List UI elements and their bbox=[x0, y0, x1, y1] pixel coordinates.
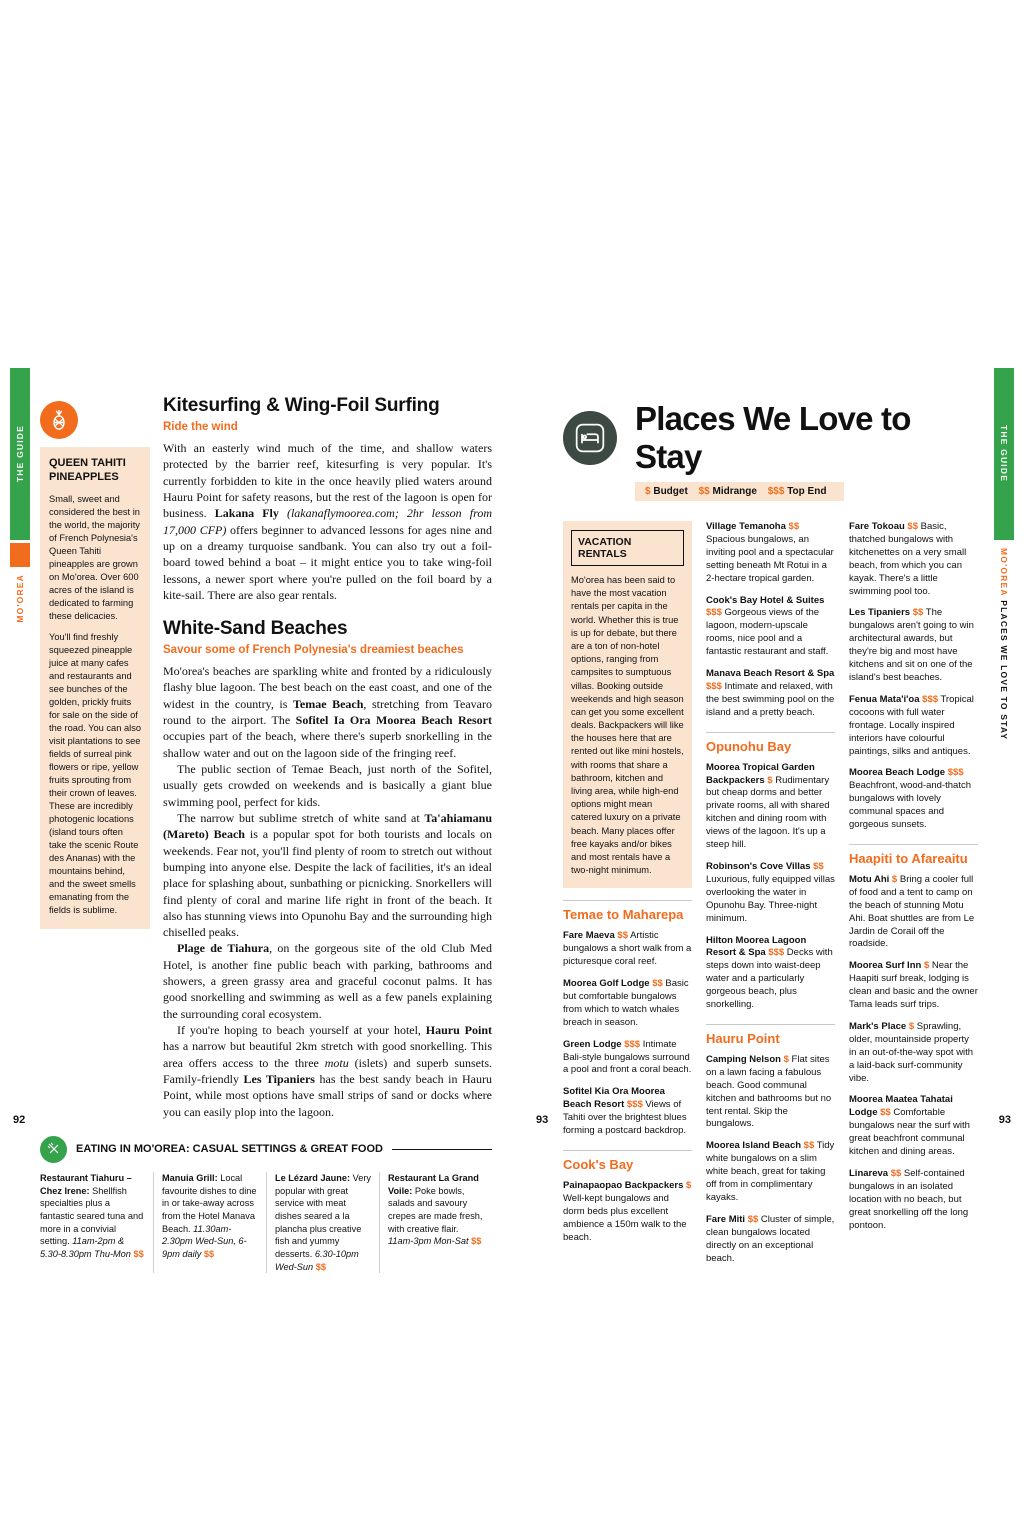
page-number-right: 93 bbox=[998, 1114, 1011, 1126]
lodging-listing bbox=[849, 767, 978, 832]
lodging-name: Cook's Bay Hotel & Suites bbox=[706, 594, 825, 606]
lodging-listing bbox=[849, 607, 978, 684]
lodging-name: Fare Maeva bbox=[563, 930, 618, 942]
lodging-column-2 bbox=[706, 521, 835, 1274]
body-paragraph bbox=[163, 663, 492, 761]
category-heading: Temae to Maharepa bbox=[563, 900, 692, 923]
restaurant-name: Restaurant Tiahuru – Chez Irene: bbox=[40, 1172, 132, 1196]
page-number-left: 92 bbox=[13, 1114, 26, 1126]
text-segment: (islets) and superb sunsets. Family-friendly bbox=[163, 1055, 492, 1086]
section-heading: Kitesurfing & Wing-Foil Surfing bbox=[163, 395, 440, 416]
lodging-listing bbox=[706, 1140, 835, 1205]
price-badge: $$ bbox=[315, 1261, 326, 1272]
section-heading: White-Sand Beaches bbox=[163, 618, 348, 640]
lodging-name: Moorea Maatea Tahatai Lodge bbox=[849, 1094, 953, 1119]
text-segment: offers beginner to advanced lessons for ages nine and up on a dreamy turquoise sandbank. You can also try out a foil-board towed behind a boat – it might entice you to take wing-foil lessons, a newer sport where you're pulled on the foil board by a kite-sail. There are also gear rentals. bbox=[163, 522, 492, 602]
price-badge: $$ bbox=[617, 930, 628, 942]
price-badge: $$ bbox=[747, 1213, 759, 1225]
lodging-description: Self-contained bungalows in an isolated location with no beach, but great snorkelling off the long pontoon. bbox=[849, 1168, 969, 1231]
price-badge: $$$ bbox=[624, 1038, 641, 1050]
lodging-column-1 bbox=[563, 521, 692, 1274]
lodging-description: Spacious bungalows, an inviting pool and a spectacular setting beneath Mt Rotui in a 2-hectare tropical garden. bbox=[706, 533, 834, 584]
eating-box-header bbox=[40, 1136, 492, 1163]
category-heading: Hauru Point bbox=[706, 1024, 835, 1047]
page-title: Places We Love to Stay bbox=[635, 400, 911, 475]
text-segment: has the best sandy beach in Hauru Point, while most options have small strips of sand or docks where you can easily plop into the lagoon. bbox=[163, 1071, 492, 1119]
text-segment: , stretching from Teavaro round to the airport. The bbox=[163, 696, 492, 728]
price-badge: $ bbox=[891, 873, 898, 885]
text-segment: Temae Beach bbox=[292, 696, 364, 711]
lodging-name: Green Lodge bbox=[563, 1038, 625, 1050]
left-page-grid bbox=[40, 395, 492, 1120]
lodging-description: Luxurious, fully equipped villas overlooking the water in Opunohu Bay. Three-night minimum. bbox=[706, 873, 835, 924]
lodging-name: Fare Miti bbox=[706, 1213, 748, 1225]
sidebar-paragraph: You'll find freshly squeezed pineapple juice at many cafes and restaurants and see bunches of the golden, prickly fruits for sale on the side of the road. You can also visit plantations to see fields of surreal pink flowers or ripe, yellow fruits sprouting from their crown of leaves. These are incredibly photogenic locations (island tours often take the scenic Route des Ananas) with the mountains behind, and the sweet smells emanating from the fields is sublime. bbox=[49, 631, 142, 915]
lodging-name: Robinson's Cove Villas bbox=[706, 860, 814, 872]
restaurant-hours: 11am-3pm Mon-Sat bbox=[388, 1236, 469, 1247]
lodging-listing bbox=[706, 935, 835, 1012]
eating-columns bbox=[40, 1172, 492, 1274]
lodging-name: Moorea Beach Lodge bbox=[849, 767, 948, 779]
lodging-description: Rudimentary but cheap dorms and better private rooms, all with shared kitchen and dining room with views of the lagoon. It's up a steep hill. bbox=[706, 774, 830, 851]
lodging-name: Painapaopao Backpackers bbox=[563, 1179, 687, 1191]
lodging-description: Cluster of simple, clean bungalows located directly on an exceptional beach. bbox=[706, 1213, 835, 1264]
lodging-description: Near the Haapiti surf break, lodging is clean and basic and the owner Tama leads surf trips. bbox=[849, 960, 978, 1011]
text-segment: Les Tipaniers bbox=[243, 1071, 315, 1086]
fork-knife-icon bbox=[40, 1136, 67, 1163]
lodging-description: Flat sites on a lawn facing a fabulous beach. Good communal kitchen and bathrooms but no tent rental. Skip the bungalows. bbox=[706, 1053, 832, 1130]
price-label: Midrange bbox=[712, 486, 757, 497]
body-paragraph bbox=[163, 1022, 492, 1120]
lodging-listing bbox=[849, 1168, 978, 1233]
lodging-name: Mark's Place bbox=[849, 1020, 909, 1032]
lodging-listing bbox=[706, 762, 835, 852]
restaurant-entry bbox=[266, 1172, 379, 1274]
text-segment: has a narrow but beautiful 2km stretch with good snorkelling. This area offers access to the three bbox=[163, 1039, 492, 1070]
lodging-listing bbox=[849, 1021, 978, 1086]
price-badge: $ bbox=[767, 774, 773, 786]
lodging-description: Basic, thatched bungalows with kitchenettes on a very small beach, from which you can kayak. There's a little swimming pool too. bbox=[849, 521, 967, 597]
lodging-listing bbox=[563, 1039, 692, 1078]
text-segment: With an easterly wind much of the time, and shallow waters protected by the barrier reef, kitesurfing is very popular. It's currently forbidden to kite in the once heavily plied waters around Hauru Point for safety reasons, but the rest of the lagoon is open for business. bbox=[163, 441, 492, 521]
section-tab-label-black: PLACES WE LOVE TO STAY bbox=[999, 600, 1009, 741]
price-label: Budget bbox=[653, 486, 688, 497]
price-badge: $$ bbox=[912, 607, 924, 619]
lodging-name: Moorea Golf Lodge bbox=[563, 977, 653, 989]
page-number-center: 93 bbox=[536, 1114, 549, 1126]
restaurant-name: Restaurant La Grand Voile: bbox=[388, 1172, 479, 1196]
pineapple-sidebar bbox=[40, 395, 150, 1120]
price-badge: $ bbox=[686, 1179, 692, 1191]
lodging-description: Views of Tahiti over the brightest blues forming a postcard backdrop. bbox=[563, 1099, 687, 1137]
lodging-name: Camping Nelson bbox=[706, 1053, 784, 1065]
body-paragraph bbox=[163, 761, 492, 810]
guide-tab-label: THE GUIDE bbox=[999, 425, 1009, 483]
price-badge: $ bbox=[908, 1020, 915, 1032]
lodging-description: Artistic bungalows a short walk from a picturesque coral reef. bbox=[563, 930, 692, 968]
restaurant-description: Poke bowls, salads and savoury crepes are made fresh, with creative flair. bbox=[388, 1185, 483, 1234]
lodging-name: Moorea Tropical Garden Backpackers bbox=[706, 761, 815, 786]
vacation-rentals-box bbox=[563, 521, 692, 888]
price-badge: $$ bbox=[471, 1236, 482, 1247]
price-badge: $$$ bbox=[768, 947, 785, 959]
price-badge: $ bbox=[783, 1053, 789, 1065]
lodging-listing bbox=[849, 1094, 978, 1159]
right-page-header bbox=[563, 400, 978, 476]
eating-box-title: EATING IN MO'OREA: CASUAL SETTINGS & GREAT FOOD bbox=[76, 1143, 383, 1156]
price-label: Top End bbox=[787, 486, 827, 497]
lodging-name: Fenua Mata'i'oa bbox=[849, 693, 923, 705]
restaurant-name: Le Lézard Jaune: bbox=[275, 1172, 351, 1183]
price-symbol: $$ bbox=[698, 486, 710, 497]
category-heading: Haapiti to Afareaitu bbox=[849, 844, 978, 867]
restaurant-hours: 6.30-10pm Wed-Sun bbox=[275, 1249, 359, 1272]
restaurant-description: Shellfish specialties plus a fantastic seared tuna and more in a convivial setting. bbox=[40, 1185, 144, 1247]
lodging-description: Intimate Bali-style bungalows surround a pool and front a coral beach. bbox=[563, 1038, 692, 1076]
body-paragraph bbox=[163, 810, 492, 941]
lodging-description: Comfortable bungalows near the surf with great beachfront communal kitchen and dining areas. bbox=[849, 1107, 970, 1158]
vacation-rentals-body: Mo'orea has been said to have the most vacation rentals per capita in the world. Whether this is true is up for debate, but there are a ton of non-hotel options, ranging from campsites to sumptuous villas. Booking outside weekends and high season can get you some excellent deals. Backpackers will like the houses here that are rented out like mini hostels, with rooms that share a bathroom, kitchen and living area, while high-end options might mean catered luxury on a private beach. Many places offer free kayaks and/or bikes and most rentals have a two-night minimum. bbox=[571, 575, 684, 876]
lodging-listing bbox=[849, 521, 978, 598]
lodging-description: Sprawling, older, mountainside property in an out-of-the-way spot with a laid-back surf-community vibe. bbox=[849, 1020, 974, 1084]
price-badge: $$ bbox=[813, 860, 824, 872]
price-badge: $$ bbox=[907, 521, 918, 532]
lodging-listing bbox=[706, 521, 835, 586]
guide-tab-label: THE GUIDE bbox=[15, 425, 25, 483]
lodging-description: Basic but comfortable bungalows from which to watch whales breach in season. bbox=[563, 977, 689, 1028]
price-badge: $$ bbox=[203, 1249, 215, 1259]
lodging-description: Decks with steps down into waist-deep water and a particularly gorgeous beach, plus snorkelling. bbox=[706, 947, 833, 1011]
sidebar-title: QUEEN TAHITI PINEAPPLES bbox=[49, 457, 126, 483]
price-badge: $$$ bbox=[922, 693, 939, 705]
body-paragraph bbox=[163, 440, 492, 603]
lodging-name: Manava Beach Resort & Spa bbox=[706, 668, 835, 680]
section-tab-label: MO'OREA bbox=[15, 574, 25, 623]
price-badge: $$$ bbox=[947, 767, 964, 779]
text-segment: , on the gorgeous site of the old Club Med Hotel, is another fine public beach with parking, bathrooms and showers, a green grassy area and graceful coconut palms. It has good snorkelling and swimming as well as a few panels explaining the surrounding coral ecosystem. bbox=[163, 941, 492, 1021]
guide-tab bbox=[994, 368, 1014, 540]
price-badge: $$ bbox=[803, 1140, 815, 1152]
text-segment: Plage de Tiahura bbox=[177, 941, 270, 956]
lodging-name: Moorea Surf Inn bbox=[849, 960, 924, 972]
lodging-column-3 bbox=[849, 521, 978, 1274]
lodging-description: Tidy white bungalows on a slim white beach, great for taking off from in complimentary kayaks. bbox=[706, 1140, 835, 1203]
left-main-column bbox=[163, 395, 492, 1120]
lodging-description: Gorgeous views of the lagoon, modern-upscale rooms, nice pool and a fantastic restaurant and staff. bbox=[706, 607, 829, 658]
price-badge: $$ bbox=[788, 521, 800, 532]
lodging-columns bbox=[563, 521, 978, 1274]
lodging-description: Intimate and relaxed, with the best swimming pool on the island and a pretty beach. bbox=[706, 680, 835, 718]
lodging-listing bbox=[706, 1214, 835, 1266]
lodging-listing bbox=[563, 978, 692, 1030]
text-segment: Lakana Fly bbox=[214, 506, 279, 521]
lodging-list bbox=[563, 900, 692, 1244]
right-edge-tabs bbox=[994, 368, 1014, 740]
lodging-name: Fare Tokoau bbox=[849, 521, 908, 532]
eating-box bbox=[40, 1136, 492, 1274]
text-segment: If you're hoping to beach yourself at your hotel, bbox=[177, 1023, 426, 1037]
category-heading: Opunohu Bay bbox=[706, 732, 835, 755]
lodging-listing bbox=[706, 595, 835, 660]
text-segment: (lakanaflymoorea.com; 2hr lesson from 17,000 CFP) bbox=[163, 506, 492, 537]
lodging-description: Well-kept bungalows and dorm beds plus excellent ambience a 150m walk to the beach. bbox=[563, 1192, 687, 1243]
vacation-rentals-title: VACATION RENTALS bbox=[571, 530, 684, 566]
section-tab-label bbox=[999, 548, 1009, 740]
lodging-name: Les Tipaniers bbox=[849, 607, 913, 619]
text-segment bbox=[279, 506, 287, 520]
lodging-listing bbox=[563, 1086, 692, 1138]
restaurant-description: Very popular with great service with meat dishes seared a la plancha plus creative fish and yummy desserts. bbox=[275, 1172, 372, 1259]
lodging-description: Tropical cocoons with full water frontage. Locally inspired interiors have colourful paintings, silks and antiques. bbox=[849, 693, 974, 757]
lodging-description: Bring a cooler full of food and a tent to camp on the beach of stunning Motu Ahi. Boat shuttles are from Le Jardin de Corail off the roadside. bbox=[849, 873, 975, 950]
lodging-listing bbox=[849, 874, 978, 951]
body-paragraph bbox=[163, 940, 492, 1022]
section-subheading: Ride the wind bbox=[163, 421, 238, 433]
price-symbol: $ bbox=[645, 486, 651, 497]
lodging-listing bbox=[563, 1180, 692, 1245]
text-segment: The public section of Temae Beach, just north of the Sofitel, usually gets crowded on weekends and is basically a giant blue swimming pool, perfect for kids. bbox=[163, 762, 492, 809]
text-segment: Hauru Point bbox=[425, 1023, 492, 1037]
left-edge-tabs bbox=[10, 368, 30, 623]
text-segment: Ta'ahiamanu (Mareto) Beach bbox=[163, 810, 492, 842]
price-badge: $$ bbox=[890, 1168, 902, 1179]
section-subheading: Savour some of French Polynesia's dreamiest beaches bbox=[163, 644, 464, 657]
lodging-listing bbox=[849, 960, 978, 1012]
lodging-listing bbox=[563, 930, 692, 969]
lodging-listing bbox=[706, 861, 835, 926]
section-tab-label-orange: MO'OREA bbox=[999, 548, 1009, 597]
price-symbol: $$$ bbox=[767, 486, 785, 497]
lodging-name: Moorea Island Beach bbox=[706, 1140, 804, 1152]
price-badge: $ bbox=[923, 960, 930, 972]
category-heading: Cook's Bay bbox=[563, 1150, 692, 1173]
guide-tab bbox=[10, 368, 30, 540]
lodging-name: Linareva bbox=[849, 1168, 891, 1179]
restaurant-entry bbox=[40, 1172, 153, 1274]
price-badge: $$ bbox=[880, 1107, 891, 1119]
text-segment: Mo'orea's beaches are sparkling white and fronted by a ridiculously flashy blue lagoon. The best beach on the east coast, and one of the widest in the country, is bbox=[163, 664, 492, 711]
lodging-description: Beachfront, wood-and-thatch bungalows with lovely communal spaces and gorgeous sunsets. bbox=[849, 780, 971, 831]
text-segment: The narrow but sublime stretch of white sand at bbox=[177, 810, 425, 825]
sidebar-box bbox=[40, 447, 150, 929]
price-badge: $$$ bbox=[626, 1099, 643, 1111]
pineapple-icon bbox=[40, 401, 78, 439]
lodging-name: Motu Ahi bbox=[849, 873, 892, 885]
price-badge: $$$ bbox=[706, 680, 722, 692]
text-segment: is a popular spot for both tourists and locals on weekends. Fear not, you'll find plenty of room to stretch out without bumping into anyone else. Despite the lack of facilities, it's an ideal place for splashing about, sunbathing or picnicking. Snorkellers will find plenty of coral and marine life right in front of the beach. It also has stunning views into Opunohu Bay and the surrounding high chiselled peaks. bbox=[163, 827, 492, 940]
divider bbox=[392, 1149, 492, 1150]
price-badge: $$ bbox=[133, 1249, 144, 1259]
bed-icon bbox=[563, 411, 617, 465]
lodging-listing bbox=[706, 1054, 835, 1131]
lodging-listing bbox=[706, 668, 835, 720]
restaurant-name: Manuia Grill: bbox=[162, 1172, 218, 1183]
right-page bbox=[563, 400, 978, 1274]
restaurant-description: Local favourite dishes to dine in or take-away across from the Hotel Manava Beach. bbox=[162, 1172, 257, 1234]
restaurant-hours: 11am-2pm & 5.30-8.30pm Thu-Mon bbox=[40, 1236, 131, 1259]
lodging-name: Hilton Moorea Lagoon Resort & Spa bbox=[706, 934, 807, 959]
text-segment: occupies part of the beach, where there's superb snorkelling in the shallow water and out on the lagoon side of the fringing reef. bbox=[163, 729, 492, 760]
left-page bbox=[40, 395, 492, 1273]
price-legend bbox=[635, 482, 844, 501]
restaurant-entry bbox=[153, 1172, 266, 1274]
sidebar-paragraph: Small, sweet and considered the best in the world, the majority of French Polynesia's Queen Tahiti pineapples are grown on Mo'orea. Over 600 acres of the island is dedicated to farming these delicacies. bbox=[49, 493, 140, 621]
lodging-name: Sofitel Kia Ora Moorea Beach Resort bbox=[563, 1086, 665, 1111]
price-badge: $$ bbox=[652, 977, 663, 989]
lodging-listing bbox=[849, 694, 978, 759]
lodging-name: Village Temanoha bbox=[706, 521, 789, 532]
text-segment: motu bbox=[324, 1055, 349, 1070]
lodging-description: The bungalows aren't going to win architectural awards, but they're big and most have kitchens and sit on one of the island's best beaches. bbox=[849, 607, 974, 683]
price-badge: $$$ bbox=[706, 607, 722, 619]
restaurant-entry bbox=[379, 1172, 492, 1274]
restaurant-hours: 11.30am-2.30pm Wed-Sun, 6-9pm daily bbox=[162, 1223, 247, 1259]
text-segment: Sofitel Ia Ora Moorea Beach Resort bbox=[295, 713, 492, 728]
section-marker bbox=[10, 543, 30, 567]
